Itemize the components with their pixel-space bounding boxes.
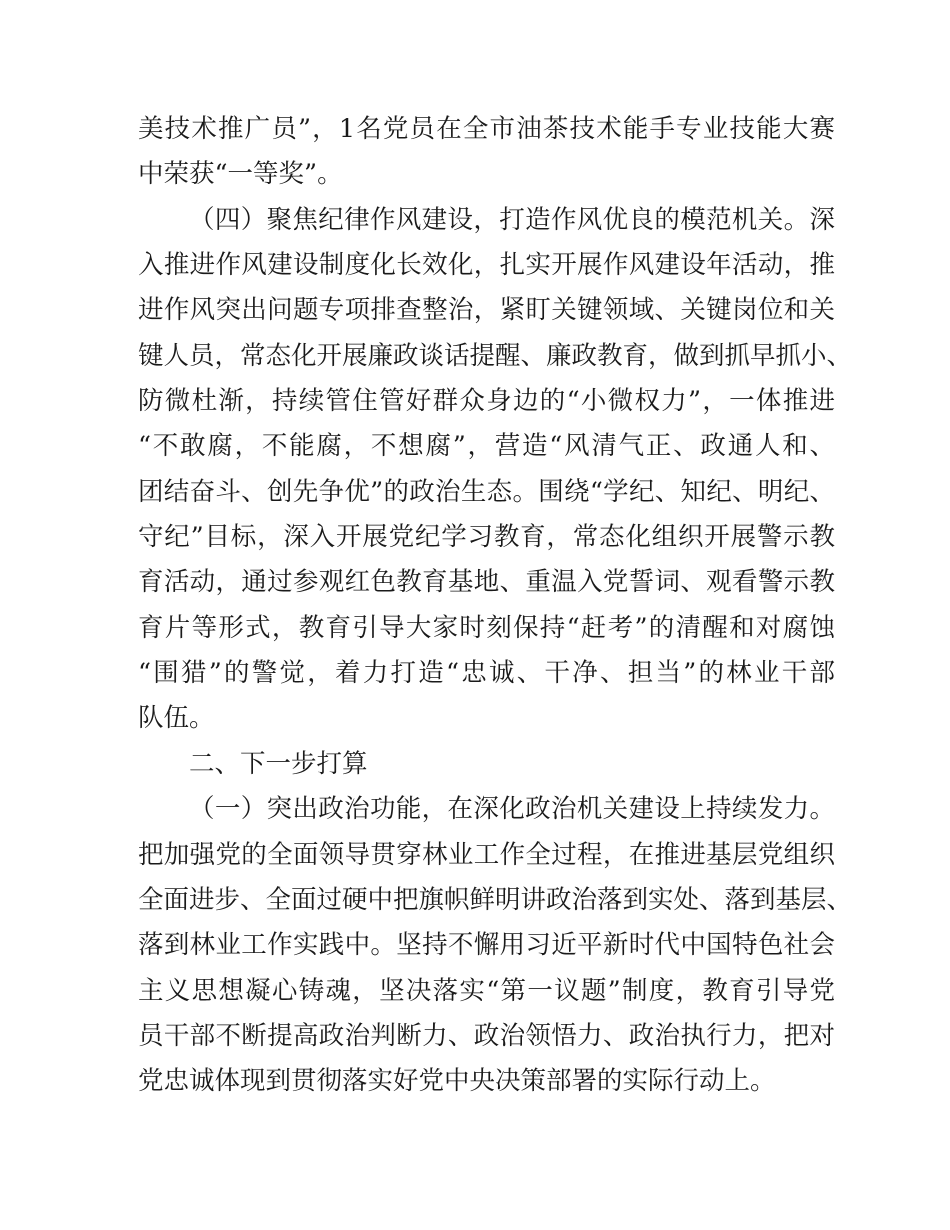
document-line: 守纪”目标，深入开展党纪学习教育，常态化组织开展警示教 (138, 522, 835, 553)
document-line: 党忠诚体现到贯彻落实好党中央决策部署的实际行动上。 (138, 1066, 776, 1097)
document-line: 育片等形式，教育引导大家时刻保持“赶考”的清醒和对腐蚀 (138, 612, 835, 643)
document-line: 队伍。 (138, 703, 215, 734)
document-line: 团结奋斗、创先争优”的政治生态。围绕“学纪、知纪、明纪、 (138, 476, 835, 507)
document-line: 员干部不断提高政治判断力、政治领悟力、政治执行力，把对 (138, 1020, 835, 1051)
document-line: 主义思想凝心铸魂，坚决落实“第一议题”制度，教育引导党 (138, 975, 835, 1006)
document-line: “围猎”的警觉，着力打造“忠诚、干净、担当”的林业干部 (138, 658, 835, 689)
paragraph-1-lead: （一）突出政治功能，在深化政治机关建设上持续发力。 (189, 794, 835, 825)
document-line: 把加强党的全面领导贯穿林业工作全过程，在推进基层党组织 (138, 839, 835, 870)
document-line: “不敢腐，不能腐，不想腐”，营造“风清气正、政通人和、 (138, 431, 835, 462)
document-text-block (138, 107, 853, 1105)
document-line: 中荣获“一等奖”。 (138, 159, 343, 190)
document-line: 防微杜渐，持续管住管好群众身边的“小微权力”，一体推进 (138, 386, 835, 417)
document-line: 落到林业工作实践中。坚持不懈用习近平新时代中国特色社会 (138, 930, 835, 961)
document-line: 进作风突出问题专项排查整治，紧盯关键领域、关键岗位和关 (138, 295, 835, 326)
section-2-heading: 二、下一步打算 (189, 748, 368, 779)
paragraph-4-lead: （四）聚焦纪律作风建设，打造作风优良的模范机关。深 (189, 204, 835, 235)
document-line: 键人员，常态化开展廉政谈话提醒、廉政教育，做到抓早抓小、 (138, 340, 853, 371)
document-line: 入推进作风建设制度化长效化，扎实开展作风建设年活动，推 (138, 250, 835, 281)
document-line: 育活动，通过参观红色教育基地、重温入党誓词、观看警示教 (138, 567, 835, 598)
document-line: 美技术推广员”，1名党员在全市油茶技术能手专业技能大赛 (138, 114, 835, 144)
document-line: 全面进步、全面过硬中把旗帜鲜明讲政治落到实处、落到基层、 (138, 884, 853, 915)
